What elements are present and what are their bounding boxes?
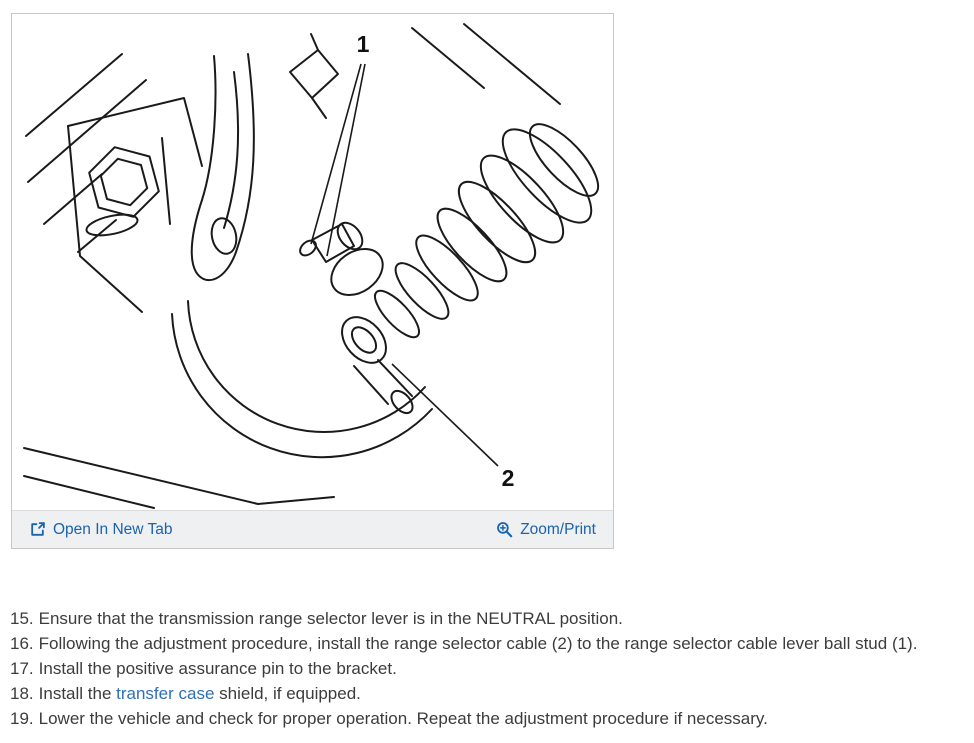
step-number: 17. [10,659,34,678]
open-in-new-tab-label: Open In New Tab [53,520,173,538]
instruction-steps [10,606,917,731]
diagram-panel [11,13,614,549]
step-text: Lower the vehicle and check for proper operation. Repeat the adjustment procedure if necessary. [38,709,768,728]
step-number: 16. [10,634,34,653]
step-number: 19. [10,709,34,728]
callout-2-label: 2 [501,465,515,491]
step-item-16 [10,631,917,656]
step-text-suffix: shield, if equipped. [214,684,361,703]
zoom-print-button[interactable] [496,521,596,539]
open-in-new-tab-icon [29,521,46,538]
step-item-15 [10,606,917,631]
step-item-18 [10,681,917,706]
step-text: Install the positive assurance pin to the bracket. [38,659,397,678]
step-text: Ensure that the transmission range selector lever is in the NEUTRAL position. [38,609,623,628]
technical-diagram [12,14,613,510]
callout-1-label: 1 [356,31,370,57]
figure-toolbar [12,510,613,548]
transfer-case-link[interactable]: transfer case [116,684,215,703]
step-text: Following the adjustment procedure, install the range selector cable (2) to the range selector cable lever ball stud (1). [38,634,918,653]
step-item-19 [10,706,917,731]
step-text-prefix: Install the [38,684,117,703]
step-number: 15. [10,609,34,628]
zoom-icon [496,521,513,538]
open-in-new-tab-button[interactable] [29,521,172,539]
zoom-print-label: Zoom/Print [520,520,596,538]
step-item-17 [10,656,917,681]
step-number: 18. [10,684,34,703]
